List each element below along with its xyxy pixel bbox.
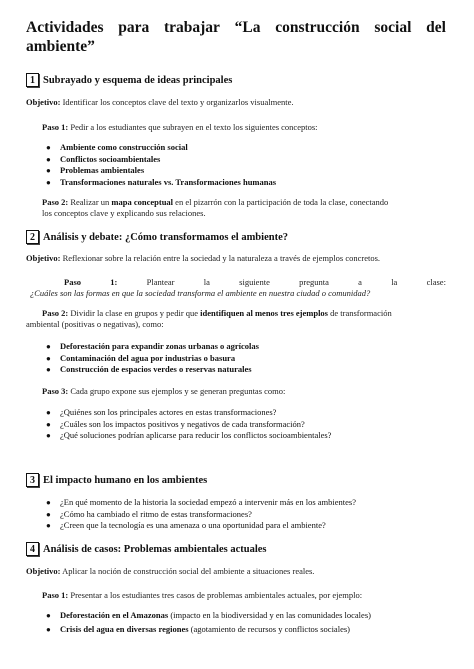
case-title: Deforestación en el Amazonas bbox=[60, 610, 169, 620]
paso-word: pregunta bbox=[299, 277, 329, 287]
s2-paso3 bbox=[42, 386, 446, 397]
bullet-icon: ● bbox=[46, 408, 51, 417]
bullet-icon: ● bbox=[46, 498, 51, 507]
section-number-box: 1 bbox=[26, 73, 39, 87]
s2-paso2 bbox=[26, 308, 446, 330]
paso-label: Paso 2: bbox=[42, 197, 69, 207]
s3-question-list bbox=[46, 497, 446, 532]
s1-paso1 bbox=[42, 122, 446, 133]
list-item-text: Conflictos socioambientales bbox=[60, 153, 161, 164]
list-item-text bbox=[60, 610, 371, 621]
title-line-2: ambiente” bbox=[26, 38, 95, 55]
list-item-text: Contaminación del agua por industrias o basura bbox=[60, 352, 236, 363]
objetivo-text: Aplicar la noción de construcción social del ambiente a situaciones reales. bbox=[60, 566, 315, 576]
s1-objetivo bbox=[26, 97, 446, 108]
section-2-heading bbox=[26, 229, 288, 245]
s4-case-list bbox=[46, 610, 446, 635]
paso-word: clase: bbox=[426, 277, 446, 287]
paso-text: ambiental (positivas o negativas), como: bbox=[26, 319, 164, 329]
title-word: del bbox=[426, 19, 446, 36]
section-number-box: 2 bbox=[26, 230, 39, 244]
list-item-text: Transformaciones naturales vs. Transformaciones humanas bbox=[60, 176, 277, 187]
section-1-heading bbox=[26, 72, 232, 88]
paso-text: Cada grupo expone sus ejemplos y se generan preguntas como: bbox=[68, 386, 286, 396]
bullet-icon: ● bbox=[46, 166, 51, 175]
s2-paso1 bbox=[42, 277, 446, 288]
list-item-text: Construcción de espacios verdes o reservas naturales bbox=[60, 364, 252, 374]
paso-word: Paso bbox=[64, 277, 81, 287]
bullet-icon: ● bbox=[46, 154, 51, 164]
bullet-icon: ● bbox=[46, 177, 51, 187]
paso-word: a bbox=[358, 277, 362, 287]
paso-word: la bbox=[391, 277, 398, 287]
section-number-box: 3 bbox=[26, 473, 39, 487]
list-item bbox=[46, 154, 446, 166]
title-word: “La bbox=[234, 19, 261, 36]
s2-paso1-question: ¿Cuáles son las formas en que la sociedad transforma el ambiente en nuestra ciudad o comunidad? bbox=[30, 288, 371, 298]
title-word: construcción bbox=[275, 19, 360, 36]
bullet-icon: ● bbox=[46, 342, 51, 351]
section-number-box: 4 bbox=[26, 542, 39, 556]
paso-text: Pedir a los estudiantes que subrayen en el texto los siguientes conceptos: bbox=[68, 122, 318, 132]
paso-label: Paso 2: bbox=[42, 308, 69, 318]
section-heading-text: Análisis de casos: Problemas ambientales actuales bbox=[43, 543, 267, 555]
paso-text: en el pizarrón con la participación de toda la clase, conectando bbox=[173, 197, 389, 207]
paso-label: Paso 3: bbox=[42, 386, 69, 396]
section-3-heading bbox=[26, 472, 207, 488]
list-item-text: ¿Cómo ha cambiado el ritmo de estas transformaciones? bbox=[60, 508, 252, 519]
list-item bbox=[46, 520, 446, 532]
s2-paso1-line bbox=[42, 277, 446, 288]
list-item bbox=[46, 407, 446, 419]
section-heading-text: Análisis y debate: ¿Cómo transformamos el ambiente? bbox=[43, 231, 288, 243]
title-line-1 bbox=[26, 18, 446, 37]
paso-bold-text: identifiquen al menos tres ejemplos bbox=[200, 308, 328, 318]
paso-label: Paso 1: bbox=[42, 122, 69, 132]
bullet-icon: ● bbox=[46, 431, 51, 440]
paso-text: de transformación bbox=[327, 308, 392, 318]
bullet-icon: ● bbox=[46, 624, 51, 634]
case-title: Crisis del agua en diversas regiones bbox=[60, 623, 189, 634]
title-word: para bbox=[118, 19, 150, 36]
case-detail: (impacto en la biodiversidad y en las comunidades locales) bbox=[168, 610, 371, 620]
case-detail: (agotamiento de recursos y conflictos sociales) bbox=[188, 623, 350, 634]
paso-text: los conceptos clave y explicando sus relaciones. bbox=[42, 208, 206, 218]
list-item bbox=[46, 142, 446, 154]
s1-paso2 bbox=[42, 197, 446, 219]
paso-text: Dividir la clase en grupos y pedir que bbox=[68, 308, 201, 318]
objetivo-text: Reflexionar sobre la relación entre la sociedad y la naturaleza a través de ejemplos concretos. bbox=[60, 253, 381, 263]
list-item-text: Deforestación para expandir zonas urbanas o agrícolas bbox=[60, 341, 259, 351]
paso-word: 1: bbox=[110, 277, 118, 287]
bullet-icon: ● bbox=[46, 353, 51, 363]
title-word: social bbox=[374, 19, 412, 36]
list-item bbox=[46, 624, 446, 636]
paso-text: Realizar un bbox=[68, 197, 112, 207]
list-item bbox=[46, 165, 446, 177]
bullet-icon: ● bbox=[46, 365, 51, 374]
list-item bbox=[46, 430, 446, 442]
list-item-text: ¿Qué soluciones podrían aplicarse para reducir los conflictos socioambientales? bbox=[60, 430, 332, 440]
list-item-text: Problemas ambientales bbox=[60, 165, 145, 175]
objetivo-text: Identificar los conceptos clave del texto y organizarlos visualmente. bbox=[60, 97, 294, 107]
list-item-text: ¿En qué momento de la historia la sociedad empezó a intervenir más en los ambientes? bbox=[60, 497, 356, 507]
section-4-heading bbox=[26, 541, 267, 557]
list-item bbox=[46, 353, 446, 365]
s4-paso1 bbox=[42, 590, 446, 601]
section-heading-text: Subrayado y esquema de ideas principales bbox=[43, 74, 233, 86]
paso-bold-text: mapa conceptual bbox=[111, 197, 174, 207]
list-item bbox=[46, 341, 446, 353]
list-item bbox=[46, 177, 446, 189]
list-item bbox=[46, 509, 446, 521]
paso-text: Presentar a los estudiantes tres casos de problemas ambientales actuales, por ejemplo: bbox=[68, 590, 363, 600]
bullet-icon: ● bbox=[46, 611, 51, 620]
title-word: trabajar bbox=[163, 19, 220, 36]
bullet-icon: ● bbox=[46, 509, 51, 519]
paso-word: siguiente bbox=[239, 277, 270, 287]
s2-objetivo bbox=[26, 253, 446, 264]
list-item-text: ¿Cuáles son los impactos positivos y negativos de cada transformación? bbox=[60, 418, 305, 429]
bullet-icon: ● bbox=[46, 521, 51, 530]
page-title bbox=[26, 18, 446, 56]
s1-bullet-list bbox=[46, 142, 446, 188]
paso-label: Paso 1: bbox=[42, 590, 69, 600]
objetivo-label: Objetivo: bbox=[26, 97, 61, 107]
bullet-icon: ● bbox=[46, 419, 51, 429]
list-item-text: Ambiente como construcción social bbox=[60, 142, 188, 152]
paso-word: Plantear bbox=[146, 277, 175, 287]
list-item-text: ¿Creen que la tecnología es una amenaza o una oportunidad para el ambiente? bbox=[60, 520, 326, 530]
objetivo-label: Objetivo: bbox=[26, 566, 61, 576]
section-heading-text: El impacto humano en los ambientes bbox=[43, 474, 208, 486]
s4-objetivo bbox=[26, 566, 446, 577]
list-item bbox=[46, 610, 446, 622]
objetivo-label: Objetivo: bbox=[26, 253, 61, 263]
list-item bbox=[46, 419, 446, 431]
list-item-text bbox=[60, 624, 350, 635]
list-item bbox=[46, 497, 446, 509]
bullet-icon: ● bbox=[46, 143, 51, 152]
list-item bbox=[46, 364, 446, 376]
paso-word: la bbox=[203, 277, 210, 287]
title-word: Actividades bbox=[26, 19, 104, 36]
s2-question-list bbox=[46, 407, 446, 442]
s2-bullet-list bbox=[46, 341, 446, 376]
list-item-text: ¿Quiénes son los principales actores en estas transformaciones? bbox=[60, 407, 277, 417]
